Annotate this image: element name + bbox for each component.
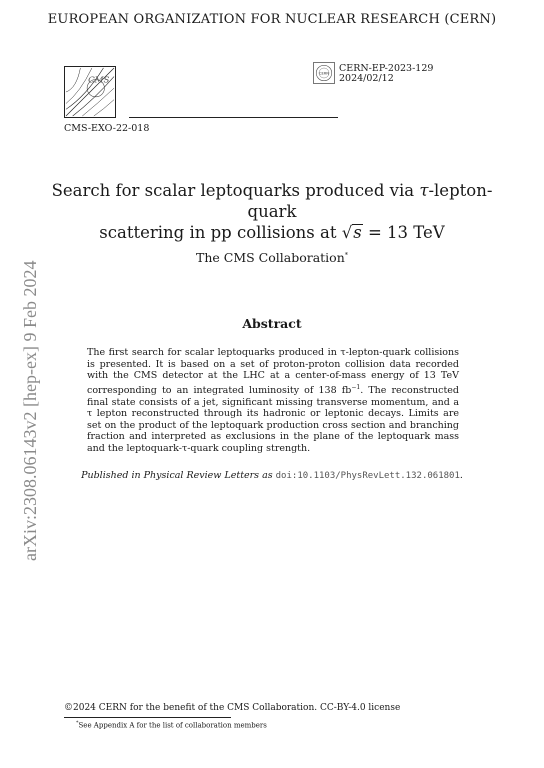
arxiv-stamp: arXiv:2308.06143v2 [hep-ex] 9 Feb 2024: [20, 260, 40, 561]
publication-note: [0, 470, 544, 481]
sqrt-symbol: √: [341, 223, 353, 242]
report-number: CERN-EP-2023-129: [339, 63, 434, 74]
organization-header: EUROPEAN ORGANIZATION FOR NUCLEAR RESEARCH (CERN): [47, 12, 497, 27]
sqrt-argument: [352, 224, 362, 240]
title-part-3: scattering in pp collisions at: [99, 223, 342, 242]
publication-prefix: Published in Physical Review Letters as: [81, 470, 276, 481]
copyright-line: ©2024 CERN for the benefit of the CMS Collaboration. CC-BY-4.0 license: [64, 703, 401, 713]
title-tau: τ: [419, 181, 429, 200]
title-part-2: -lepton-quark: [247, 181, 493, 221]
abstract-text-b: . The reconstructed final state consists of a jet, significant missing transverse momentum, and a τ lepton reconstructed through its hadronic or leptonic decays. Limits are set on the product of the leptoquark production cross section and branching fraction and interpreted as exclusions in the plane of the leptoquark mass and the leptoquark-τ-quark coupling strength.: [87, 384, 460, 454]
svg-text:CMS: CMS: [88, 75, 110, 86]
luminosity-exponent: −1: [351, 383, 361, 391]
abstract-text-a: The first search for scalar leptoquarks produced in τ-lepton-quark collisions is presented. It is based on a set of proton-proton collision data recorded with the CMS detector at the LHC at a center-of-mass energy of 13 TeV corresponding to an integrated luminosity of 138 fb: [87, 347, 459, 396]
author-line: [0, 250, 544, 265]
cms-analysis-code: CMS-EXO-22-018: [64, 123, 150, 134]
footnote: [76, 720, 267, 729]
title-part-1: Search for scalar leptoquarks produced via: [51, 181, 420, 200]
sqrt-s: s: [353, 223, 362, 242]
header-rule: [129, 117, 338, 118]
footnote-rule: [64, 717, 231, 718]
author-footnote-mark: *: [344, 250, 348, 259]
collaboration-name: The CMS Collaboration: [196, 250, 345, 265]
cern-logo-graphic: [314, 63, 334, 83]
abstract-body: [87, 347, 459, 455]
paper-title: [40, 180, 504, 243]
publication-suffix: .: [459, 470, 463, 481]
footnote-mark: *: [76, 720, 79, 726]
cern-logo-icon: [313, 62, 335, 84]
footnote-text: See Appendix A for the list of collaboration members: [78, 721, 267, 730]
cms-logo-icon: [64, 66, 116, 118]
title-part-4: = 13 TeV: [362, 223, 445, 242]
report-date: 2024/02/12: [339, 73, 394, 84]
cern-logo-label: CERN: [318, 71, 330, 76]
doi-link[interactable]: doi:10.1103/PhysRevLett.132.061801: [275, 471, 460, 481]
cms-logo-graphic: [65, 67, 115, 117]
abstract-heading: Abstract: [242, 316, 302, 331]
